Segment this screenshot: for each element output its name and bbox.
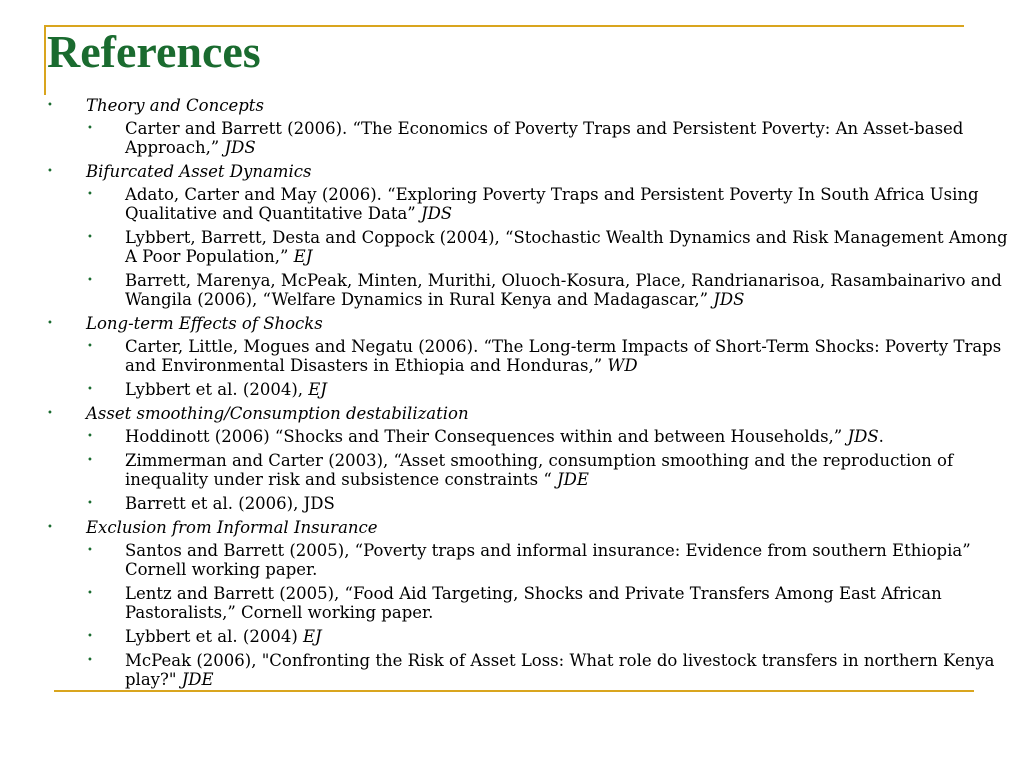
reference-text: Barrett et al. (2006), JDS [125, 494, 335, 513]
reference-text: Carter and Barrett (2006). “The Economics of Poverty Traps and Persistent Poverty: An Asset-based Approach,” [125, 119, 964, 157]
slide-title: References [47, 26, 261, 77]
journal-abbrev: JDE [557, 470, 589, 489]
reference-item [0, 651, 1024, 689]
reference-text: Hoddinott (2006) “Shocks and Their Consequences within and between Households,” [125, 427, 848, 446]
reference-item [0, 380, 1024, 399]
reference-text: Carter, Little, Mogues and Negatu (2006). “The Long-term Impacts of Short-Term Shocks: Poverty Traps and Environmental Disasters in Ethiopia and Honduras,” [125, 337, 1002, 375]
reference-item [0, 584, 1024, 622]
reference-text: Lybbert, Barrett, Desta and Coppock (2004), “Stochastic Wealth Dynamics and Risk Management Among A Poor Population,” [125, 228, 1008, 266]
bottom-rule [54, 690, 974, 692]
journal-abbrev: EJ [293, 247, 313, 266]
journal-abbrev: JDE [181, 670, 214, 689]
reference-list [0, 96, 1024, 694]
journal-abbrev: WD [607, 356, 638, 375]
reference-text: Santos and Barrett (2005), “Poverty traps and informal insurance: Evidence from southern Ethiopia” Cornell working paper. [125, 541, 971, 579]
journal-abbrev: EJ [308, 380, 327, 399]
reference-item [0, 494, 1024, 513]
reference-item [0, 119, 1024, 157]
reference-item [0, 271, 1024, 309]
reference-item [0, 337, 1024, 375]
reference-item [0, 451, 1024, 489]
reference-suffix: . [878, 427, 884, 446]
reference-item [0, 427, 1024, 446]
journal-abbrev: EJ [303, 627, 322, 646]
reference-text: Zimmerman and Carter (2003), “Asset smoothing, consumption smoothing and the reproduction of inequality under risk and subsistence constraints “ [125, 451, 954, 489]
journal-abbrev: JDS [847, 427, 879, 446]
journal-abbrev: JDS [224, 138, 256, 157]
journal-abbrev: JDS [420, 204, 453, 223]
reference-text: Adato, Carter and May (2006). “Exploring Poverty Traps and Persistent Poverty In South Africa Using Qualitative and Quantitative Data” [125, 185, 979, 223]
reference-text: Barrett, Marenya, McPeak, Minten, Murithi, Oluoch-Kosura, Place, Randrianarisoa, Rasambainarivo and Wangila (2006), “Welfare Dynamics in Rural Kenya and Madagascar,” [125, 271, 1002, 309]
section-heading: • Asset smoothing/Consumption destabilization [0, 404, 1024, 423]
left-rule [44, 25, 46, 95]
reference-item [0, 627, 1024, 646]
section-heading: • Theory and Concepts [0, 96, 1024, 115]
section-heading: • Exclusion from Informal Insurance [0, 518, 1024, 537]
section-heading: • Bifurcated Asset Dynamics [0, 162, 1024, 181]
reference-text: McPeak (2006), "Confronting the Risk of Asset Loss: What role do livestock transfers in northern Kenya play?" [125, 651, 995, 689]
reference-text: Lybbert et al. (2004) [125, 627, 303, 646]
reference-item [0, 541, 1024, 579]
reference-text: Lybbert et al. (2004), [125, 380, 309, 399]
section-heading: • Long-term Effects of Shocks [0, 314, 1024, 333]
reference-item [0, 185, 1024, 223]
reference-item [0, 228, 1024, 266]
reference-text: Lentz and Barrett (2005), “Food Aid Targeting, Shocks and Private Transfers Among East African Pastoralists,” Cornell working paper. [125, 584, 942, 622]
journal-abbrev: JDS [713, 290, 745, 309]
